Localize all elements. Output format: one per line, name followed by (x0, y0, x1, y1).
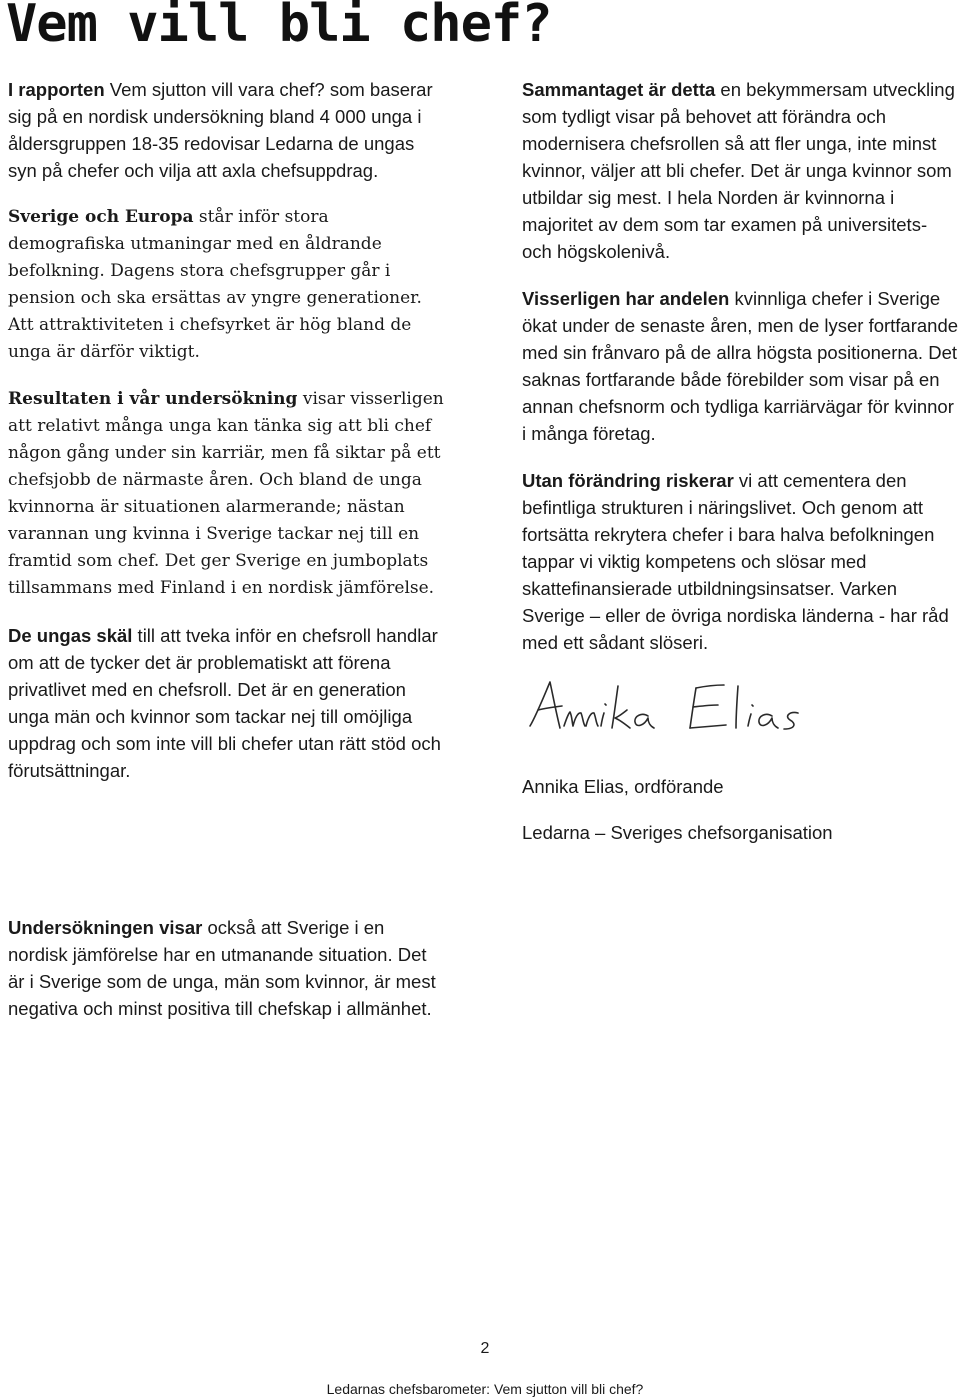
paragraph-i-rapporten (8, 76, 448, 184)
paragraph-body: vi att cementera den befintliga strukturen i näringslivet. Och genom att fortsätta rekrytera chefer i bara halva befolkningen tappar vi viktig kompetens och slösar med skattefinansierade utbildningsinsatser. Varken Sverige – eller de övriga nordiska länderna - har råd med ett sådant slöseri. (522, 470, 949, 653)
paragraph-body-continued: Och bland de unga kvinnorna är situationen alarmerande; nästan varannan ung kvinna i Sverige tackar nej till en framtid som chef. Det ger Sverige en jumboplats tillsammans med Finland i en nordisk jämförelse. (8, 470, 435, 598)
signer-name-title: Annika Elias, ordförande (522, 776, 724, 797)
paragraph-lead: I rapporten (8, 79, 105, 100)
paragraph-body: till att tveka inför en chefsroll handlar om att de tycker det är problematiskt att förena privatlivet med en chefsroll. Det är en generation unga män och kvinnor som tackar nej till omöjliga uppdrag och som inte vill bli chefer utan rätt stöd och förutsättningar. (8, 625, 441, 781)
paragraph-body-continued: Dagens stora chefsgrupper går i pension och ska ersättas av yngre generationer. Att attraktiviteten i chefsyrket är hög bland de unga är därför viktigt. (8, 261, 422, 362)
paragraph-lead: De ungas skäl (8, 625, 133, 646)
paragraph-lead: Undersökningen visar (8, 917, 203, 938)
right-column (522, 76, 960, 866)
page-footer: Ledarnas chefsbarometer: Vem sjutton vill bli chef? (326, 1381, 644, 1397)
left-column (8, 76, 448, 804)
paragraph-lead: Utan förändring riskerar (522, 470, 734, 491)
paragraph-de-ungas-skal (8, 622, 448, 784)
paragraph-body: står inför stora demografiska utmaningar med en åldrande befolkning. (8, 207, 382, 281)
handwritten-signature (526, 676, 806, 746)
paragraph-body: också att Sverige i en nordisk jämförelse har en utmanande situation. Det är i Sverige som de unga, män som kvinnor, är mest negativa och minst positiva till chefskap i allmänhet. (8, 917, 436, 1019)
paragraph-sammantaget (522, 76, 960, 265)
paragraph-lead: Visserligen har andelen (522, 288, 730, 309)
page-title: Vem vill bli chef? (6, 0, 552, 54)
paragraph-body: visar visserligen att relativt många unga kan tänka sig att bli chef någon gång under sin karriär, men få siktar på ett chefsjobb de närmaste åren. (8, 389, 444, 490)
paragraph-visserligen (522, 285, 960, 447)
paragraph-sverige-och-europa (8, 204, 448, 366)
paragraph-lead: Sverige och Europa (8, 207, 194, 227)
paragraph-body: en bekymmersam utveckling som tydligt visar på behovet att förändra och modernisera chefsrollen så att fler unga, inte minst kvinnor, väljer att bli chefer. Det är unga kvinnor som utbildar sig mest. I hela Norden är kvinnorna i majoritet av dem som tar examen på universitets- och högskolenivå. (522, 79, 955, 262)
paragraph-utan-forandring (522, 467, 960, 656)
paragraph-body: kvinnliga chefer i Sverige ökat under de senaste åren, men de lyser fortfarande med sin frånvaro på de allra högsta positionerna. Det saknas fortfarande både förebilder som visar på en annan chefsnorm och tydliga karriärvägar för kvinnor i många företag. (522, 288, 959, 444)
paragraph-lead: Resultaten i vår undersökning (8, 389, 298, 409)
page-number: 2 (480, 1340, 490, 1357)
paragraph-lead: Sammantaget är detta (522, 79, 716, 100)
paragraph-body: Vem sjutton vill vara chef? som baserar sig på en nordisk undersökning bland 4 000 unga i åldersgruppen 18-35 redovisar Ledarna de ungas syn på chefer och vilja att axla chefsuppdrag. (8, 79, 433, 181)
bottom-left-column (8, 914, 448, 1042)
paragraph-resultaten (8, 386, 448, 602)
signer-organisation: Ledarna – Sveriges chefsorganisation (522, 822, 833, 843)
paragraph-undersokningen-visar (8, 914, 448, 1022)
